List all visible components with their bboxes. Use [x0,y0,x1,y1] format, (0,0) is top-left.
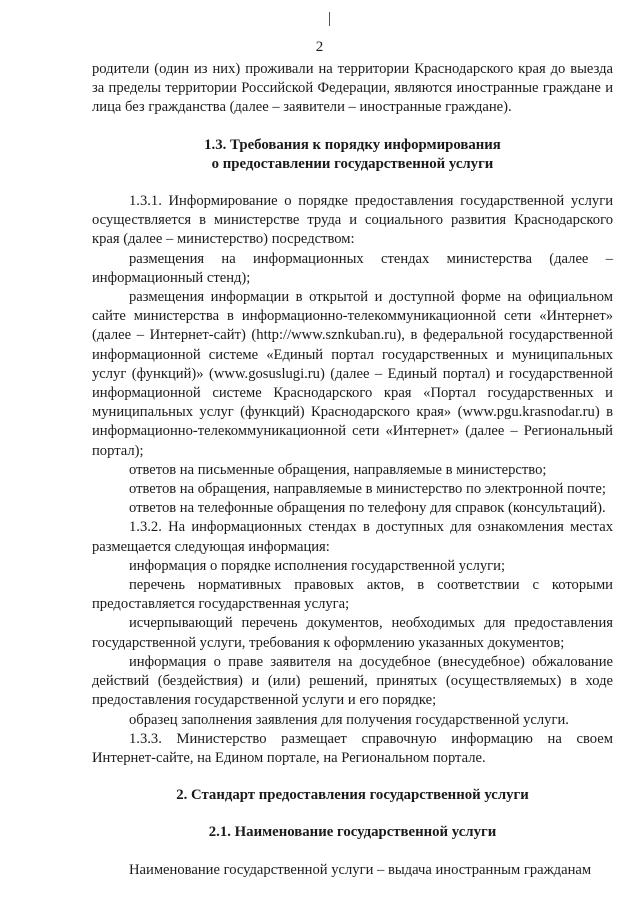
paragraph-1-3-1: 1.3.1. Информирование о порядке предоставления государственной услуги осуществляется в министерстве труда и социального развития Краснодарского края (далее – министерство) посредством: [92,193,613,248]
heading-line-2: о предоставлении государственной услуги [211,155,494,172]
list-item: информация о праве заявителя на досудебное (внесудебное) обжалование действий (бездействия) и (или) решений, принятых (осуществляемых) в ходе предоставления государственной услуги и его порядке; [92,653,613,709]
list-item: информация о порядке исполнения государственной услуги; [129,557,505,574]
section-1-3-heading [92,136,613,174]
intro-paragraph: родители (один из них) проживали на территории Краснодарского края до выезда за пределы территории Российской Федерации, являются иностранные граждане и лица без гражданства (далее – заявители – иностранные граждане). [92,61,613,116]
list-item: размещения информации в открытой и доступной форме на официальном сайте министерства в информационно-телекоммуникационной сети «Интернет» (далее – Интернет-сайт) (http://www.sznkuban.ru), в федеральной государственной информационной системе «Единый портал государственных и муниципальных услуг (функций)» (www.gosuslugi.ru) (далее – Единый портал) и государственной информационной системе Краснодарского края «Портал государственных и муниципальных услуг (функций) Краснодарского края» (www.pgu.krasnodar.ru) в информационно-телекоммуникационной сети «Интернет» (далее – Региональный портал); [92,289,613,459]
document-body [92,60,613,880]
list-item: исчерпывающий перечень документов, необходимых для предоставления государственной услуги, требования к оформлению указанных документов; [92,615,613,651]
list-item: образец заполнения заявления для получения государственной услуги. [129,711,569,728]
list-item: ответов на письменные обращения, направляемые в министерство; [129,461,547,478]
heading-line-1: 1.3. Требования к порядку информирования [204,136,501,153]
page-number: 2 [315,39,324,55]
list-item: перечень нормативных правовых актов, в соответствии с которыми предоставляется государственная услуга; [92,577,613,613]
paragraph-2-1: Наименование государственной услуги – выдача иностранным гражданам [129,861,592,878]
scan-artifact [329,12,330,26]
paragraph-1-3-3: 1.3.3. Министерство размещает справочную информацию на своем Интернет-сайте, на Едином портале, на Региональном портале. [92,730,613,766]
section-2-1-heading: 2.1. Наименование государственной услуги [208,824,497,841]
paragraph-1-3-2: 1.3.2. На информационных стендах в доступных для ознакомления местах размещается следующая информация: [92,519,613,555]
section-2-heading: 2. Стандарт предоставления государственной услуги [176,787,529,804]
list-item: ответов на телефонные обращения по телефону для справок (консультаций). [129,500,606,517]
list-item: ответов на обращения, направляемые в министерство по электронной почте; [129,481,606,498]
list-item: размещения на информационных стендах министерства (далее – информационный стенд); [92,250,613,286]
